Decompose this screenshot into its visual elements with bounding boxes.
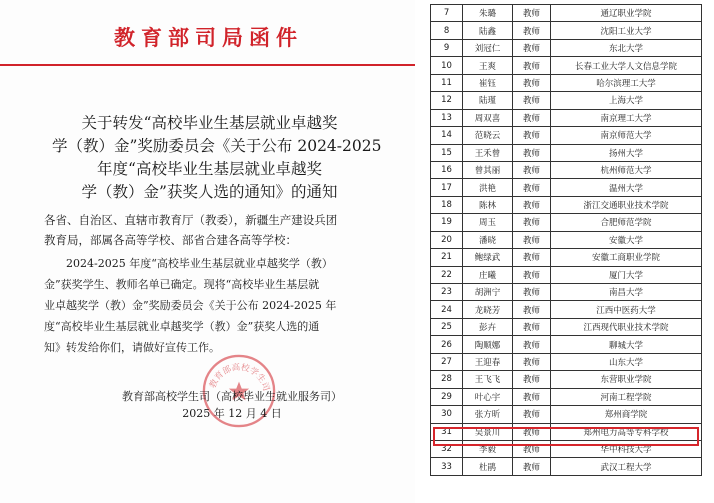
table-row [431,127,702,144]
row-role: 教师 [513,22,551,39]
table-row [431,266,702,283]
row-name: 胡洲宁 [463,284,513,301]
row-role: 教师 [513,388,551,405]
row-unit: 沈阳工业大学 [551,22,702,39]
row-name: 曾其丽 [463,161,513,178]
row-number: 10 [431,57,463,74]
row-unit: 安徽大学 [551,231,702,248]
table-row [431,144,702,161]
row-role: 教师 [513,179,551,196]
row-number: 13 [431,109,463,126]
row-unit: 哈尔滨理工大学 [551,74,702,91]
row-unit: 东营职业学院 [551,371,702,388]
body-line: 度“高校毕业生基层就业卓越奖学（教）金”获奖人选的通 [44,320,320,333]
row-number: 25 [431,318,463,335]
row-unit: 郑州电力高等专科学校 [551,423,702,440]
row-unit: 杭州师范大学 [551,161,702,178]
row-number: 30 [431,406,463,423]
row-name: 陶顺娜 [463,336,513,353]
recipients-line: 教育局，部属各高等学校、部省合建各高等学校： [44,233,297,247]
body-line: 业卓越奖学（教）金”奖励委员会《关于公布 2024-2025 年 [44,299,337,312]
table-row [431,440,702,457]
row-role: 教师 [513,249,551,266]
row-unit: 河南工程学院 [551,388,702,405]
table-row [431,458,702,475]
row-role: 教师 [513,214,551,231]
body-line: 金”获奖学生、教师名单已确定。现将“高校毕业生基层就 [44,278,320,291]
row-role: 教师 [513,127,551,144]
row-name: 王迎春 [463,353,513,370]
row-name: 洪艳 [463,179,513,196]
row-number: 9 [431,39,463,56]
row-role: 教师 [513,301,551,318]
row-name: 吴景川 [463,423,513,440]
row-role: 教师 [513,458,551,475]
row-number: 17 [431,179,463,196]
row-number: 32 [431,440,463,457]
row-unit: 长春工业大学人文信息学院 [551,57,702,74]
row-name: 陈林 [463,196,513,213]
table-row [431,423,702,440]
row-unit: 东北大学 [551,39,702,56]
row-name: 崔钰 [463,74,513,91]
row-unit: 华中科技大学 [551,440,702,457]
row-name: 张方昕 [463,406,513,423]
row-role: 教师 [513,371,551,388]
recipients [44,210,364,250]
award-list-table [426,4,706,503]
table-row [431,179,702,196]
table-row [431,196,702,213]
table-row [431,301,702,318]
table-row [431,336,702,353]
row-role: 教师 [513,266,551,283]
row-number: 26 [431,336,463,353]
teacher-table [430,4,702,476]
row-unit: 安徽工商职业学院 [551,249,702,266]
row-name: 王禾曾 [463,144,513,161]
title-line: 关于转发“高校毕业生基层就业卓越奖 [81,114,338,132]
row-role: 教师 [513,161,551,178]
row-role: 教师 [513,423,551,440]
row-unit: 南昌大学 [551,284,702,301]
table-row [431,161,702,178]
issue-date: 2025 年 12 月 4 日 [182,407,282,420]
table-row [431,5,702,22]
row-number: 28 [431,371,463,388]
body-line: 知》转发给你们，请做好宣传工作。 [44,341,220,354]
row-number: 22 [431,266,463,283]
row-name: 陆瑾 [463,92,513,109]
row-name: 范晓云 [463,127,513,144]
row-name: 鲍绿武 [463,249,513,266]
row-number: 19 [431,214,463,231]
row-number: 29 [431,388,463,405]
table-row [431,214,702,231]
row-role: 教师 [513,74,551,91]
row-number: 7 [431,5,463,22]
table-row [431,231,702,248]
row-name: 王爽 [463,57,513,74]
row-unit: 扬州大学 [551,144,702,161]
table-row [431,318,702,335]
row-unit: 聊城大学 [551,336,702,353]
row-role: 教师 [513,92,551,109]
row-role: 教师 [513,440,551,457]
row-unit: 南京师范大学 [551,127,702,144]
table-row [431,353,702,370]
row-role: 教师 [513,196,551,213]
row-number: 20 [431,231,463,248]
row-unit: 厦门大学 [551,266,702,283]
row-name: 周玉 [463,214,513,231]
row-unit: 浙江交通职业技术学院 [551,196,702,213]
row-unit: 山东大学 [551,353,702,370]
row-number: 21 [431,249,463,266]
row-name: 杜鹃 [463,458,513,475]
table-row [431,74,702,91]
body-paragraph [44,253,384,358]
row-name: 龙晓芳 [463,301,513,318]
row-role: 教师 [513,144,551,161]
row-role: 教师 [513,284,551,301]
row-role: 教师 [513,39,551,56]
document-title [52,112,382,204]
row-name: 李毅 [463,440,513,457]
row-name: 王飞飞 [463,371,513,388]
row-number: 18 [431,196,463,213]
row-number: 8 [431,22,463,39]
row-unit: 郑州商学院 [551,406,702,423]
row-role: 教师 [513,406,551,423]
row-name: 叶心宇 [463,388,513,405]
title-line: 学（教）金”获奖人选的通知》的通知 [81,183,338,201]
table-row [431,92,702,109]
row-number: 12 [431,92,463,109]
table-row [431,284,702,301]
seal-text: 教育部高校学生司 [208,362,271,393]
letterhead-title: 教育部司局函件 [114,25,303,50]
sender-name: 教育部高校学生司（高校毕业生就业服务司） [122,390,342,403]
row-unit: 武汉工程大学 [551,458,702,475]
row-number: 31 [431,423,463,440]
row-role: 教师 [513,231,551,248]
row-unit: 通辽职业学院 [551,5,702,22]
row-role: 教师 [513,57,551,74]
row-role: 教师 [513,353,551,370]
sender-block [102,388,362,422]
row-number: 33 [431,458,463,475]
row-number: 11 [431,74,463,91]
row-number: 23 [431,284,463,301]
row-unit: 合肥师范学院 [551,214,702,231]
table-row [431,22,702,39]
row-name: 周双喜 [463,109,513,126]
row-name: 刘冠仁 [463,39,513,56]
row-number: 14 [431,127,463,144]
row-number: 24 [431,301,463,318]
title-line: 学（教）金”奖励委员会《关于公布 2024-2025 [52,137,382,155]
table-row [431,39,702,56]
table-row [431,109,702,126]
row-unit: 南京理工大学 [551,109,702,126]
title-line: 年度“高校毕业生基层就业卓越奖 [97,160,322,178]
table-row [431,57,702,74]
row-name: 朱璐 [463,5,513,22]
row-name: 潘晓 [463,231,513,248]
letterhead-rule [0,64,415,66]
table-row [431,388,702,405]
row-unit: 江西中医药大学 [551,301,702,318]
row-unit: 江西现代职业技术学院 [551,318,702,335]
row-unit: 上海大学 [551,92,702,109]
body-line: 2024-2025 年度“高校毕业生基层就业卓越奖学（教） [66,257,333,270]
row-role: 教师 [513,5,551,22]
row-role: 教师 [513,336,551,353]
row-role: 教师 [513,109,551,126]
table-row [431,249,702,266]
table-row [431,406,702,423]
row-name: 庄曦 [463,266,513,283]
row-number: 15 [431,144,463,161]
row-unit: 温州大学 [551,179,702,196]
table-row [431,371,702,388]
row-name: 彭卉 [463,318,513,335]
recipients-line: 各省、自治区、直辖市教育厅（教委），新疆生产建设兵团 [44,213,338,227]
row-role: 教师 [513,318,551,335]
row-number: 27 [431,353,463,370]
row-number: 16 [431,161,463,178]
row-name: 陆鑫 [463,22,513,39]
